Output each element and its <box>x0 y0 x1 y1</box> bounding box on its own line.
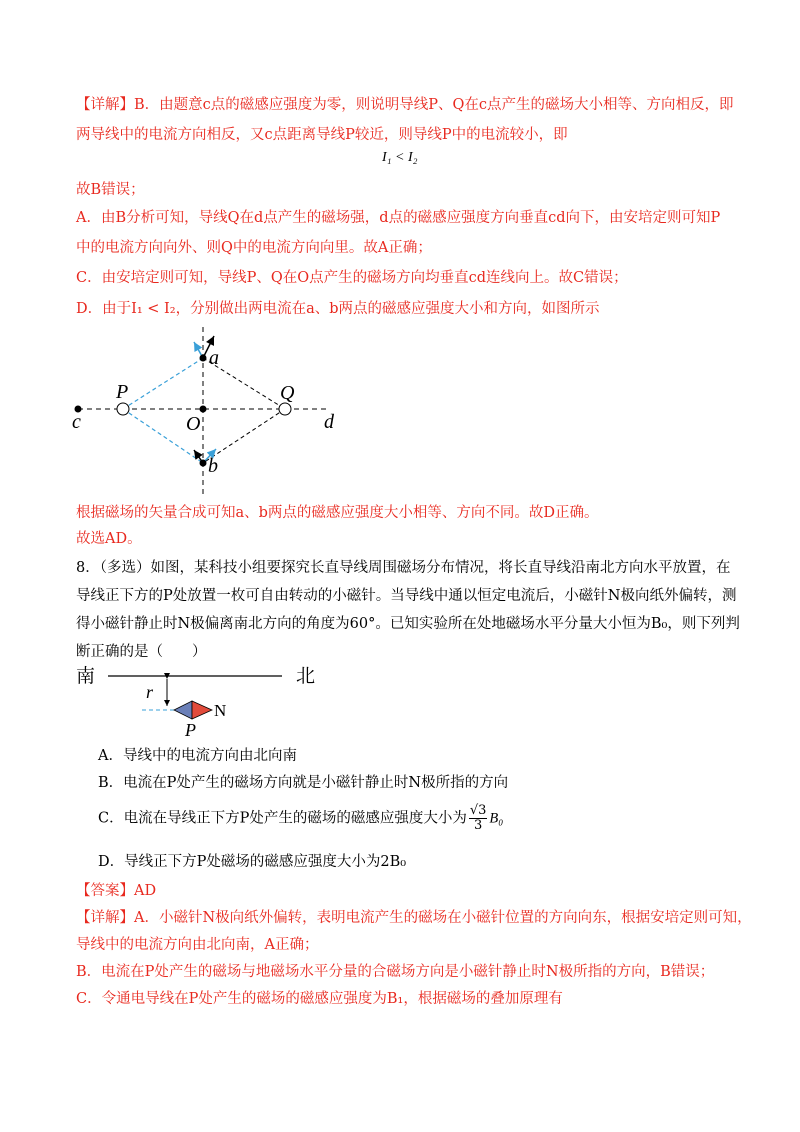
answer8-detail-a1: 【详解】A．小磁针N极向纸外偏转，表明电流产生的磁场在小磁针位置的方向向东，根据安培定则可知， <box>76 910 752 926</box>
option-d-analysis: D．由于I₁ < I₂，分别做出两电流在a、b两点的磁感应强度大小和方向，如图所示 <box>76 301 600 317</box>
label-P: P <box>116 381 129 403</box>
label-O: O <box>186 413 201 435</box>
answer8-detail-c: C．令通电导线在P处产生的磁场的磁感应强度为B₁，根据磁场的叠加原理有 <box>76 991 563 1007</box>
wire-Q <box>279 403 291 415</box>
figure-compass-wire <box>74 660 334 740</box>
answer8-detail-a2: 导线中的电流方向由北向南，A正确； <box>76 937 319 953</box>
option-c-text: C．电流在导线正下方P处产生的磁场的磁感应强度大小为 <box>98 810 467 827</box>
q8-line-4: 断正确的是（ ） <box>76 644 207 660</box>
option-a: A．导线中的电流方向由北向南 <box>98 748 297 764</box>
label-Q: Q <box>280 382 295 404</box>
fraction-numerator: √3 <box>469 803 487 818</box>
answer8: 【答案】AD <box>76 883 157 899</box>
q8-line-1: 8．（多选）如图，某科技小组要探究长直导线周围磁场分布情况，将长直导线沿南北方向水平放置，在 <box>76 560 731 576</box>
answer8-detail-b: B．电流在P处产生的磁场与地磁场水平分量的合磁场方向是小磁针静止时N极所指的方向，B错误； <box>76 964 715 980</box>
wire-P <box>117 403 129 415</box>
option-a-analysis-1: A．由B分析可知，导线Q在d点产生的磁场强，d点的磁感应强度方向垂直cd向下，由安培定则可知P <box>76 210 721 226</box>
q8-line-2: 导线正下方的P处放置一枚可自由转动的小磁针。当导线中通以恒定电流后，小磁针N极向纸外偏转，测 <box>76 588 737 604</box>
label-P-compass: P <box>185 720 196 740</box>
detail-line-1: 【详解】B．由题意c点的磁感应强度为零，则说明导线P、Q在c点产生的磁场大小相等、方向相反，即 <box>76 97 734 113</box>
label-c: c <box>72 411 81 433</box>
label-south: 南 <box>76 666 96 687</box>
label-a: a <box>209 347 219 369</box>
needle-north-half <box>192 701 212 719</box>
label-b: b <box>208 455 218 477</box>
q8-line-3: 得小磁针静止时N极偏离南北方向的角度为60°。已知实验所在处地磁场水平分量大小恒为B₀，则下列判 <box>76 616 740 632</box>
option-c-analysis: C．由安培定则可知，导线P、Q在O点产生的磁场方向均垂直cd连线向上。故C错误； <box>76 270 628 286</box>
b-wrong: 故B错误； <box>76 182 145 198</box>
option-d: D．导线正下方P处磁场的磁感应强度大小为2B₀ <box>98 854 407 870</box>
label-N: N <box>214 701 227 720</box>
answer-ad-prev: 故选AD。 <box>76 531 142 547</box>
label-north: 北 <box>296 666 316 687</box>
line-p-a <box>123 358 203 409</box>
option-c <box>98 804 503 833</box>
point-O <box>200 406 207 413</box>
conclusion-d: 根据磁场的矢量合成可知a、b两点的磁感应强度大小相等、方向不同。故D正确。 <box>76 505 599 521</box>
formula-i1-lt-i2: I₁ < I₂ <box>382 150 418 165</box>
option-b: B．电流在P处产生的磁场方向就是小磁针静止时N极所指的方向 <box>98 775 509 791</box>
detail-line-2: 两导线中的电流方向相反，又c点距离导线P较近，则导线P中的电流较小，即 <box>76 127 568 143</box>
label-r: r <box>146 682 154 702</box>
option-a-analysis-2: 中的电流方向向外、则Q中的电流方向向里。故A正确； <box>76 240 432 256</box>
figure-magnetic-vectors <box>60 322 360 502</box>
point-a <box>200 355 207 362</box>
label-d: d <box>324 411 334 433</box>
needle-south-half <box>174 701 192 719</box>
fraction-denominator: 3 <box>474 818 483 833</box>
point-b <box>200 460 207 467</box>
option-c-b0: B₀ <box>489 810 504 827</box>
fraction-sqrt3-over-3 <box>469 804 488 833</box>
